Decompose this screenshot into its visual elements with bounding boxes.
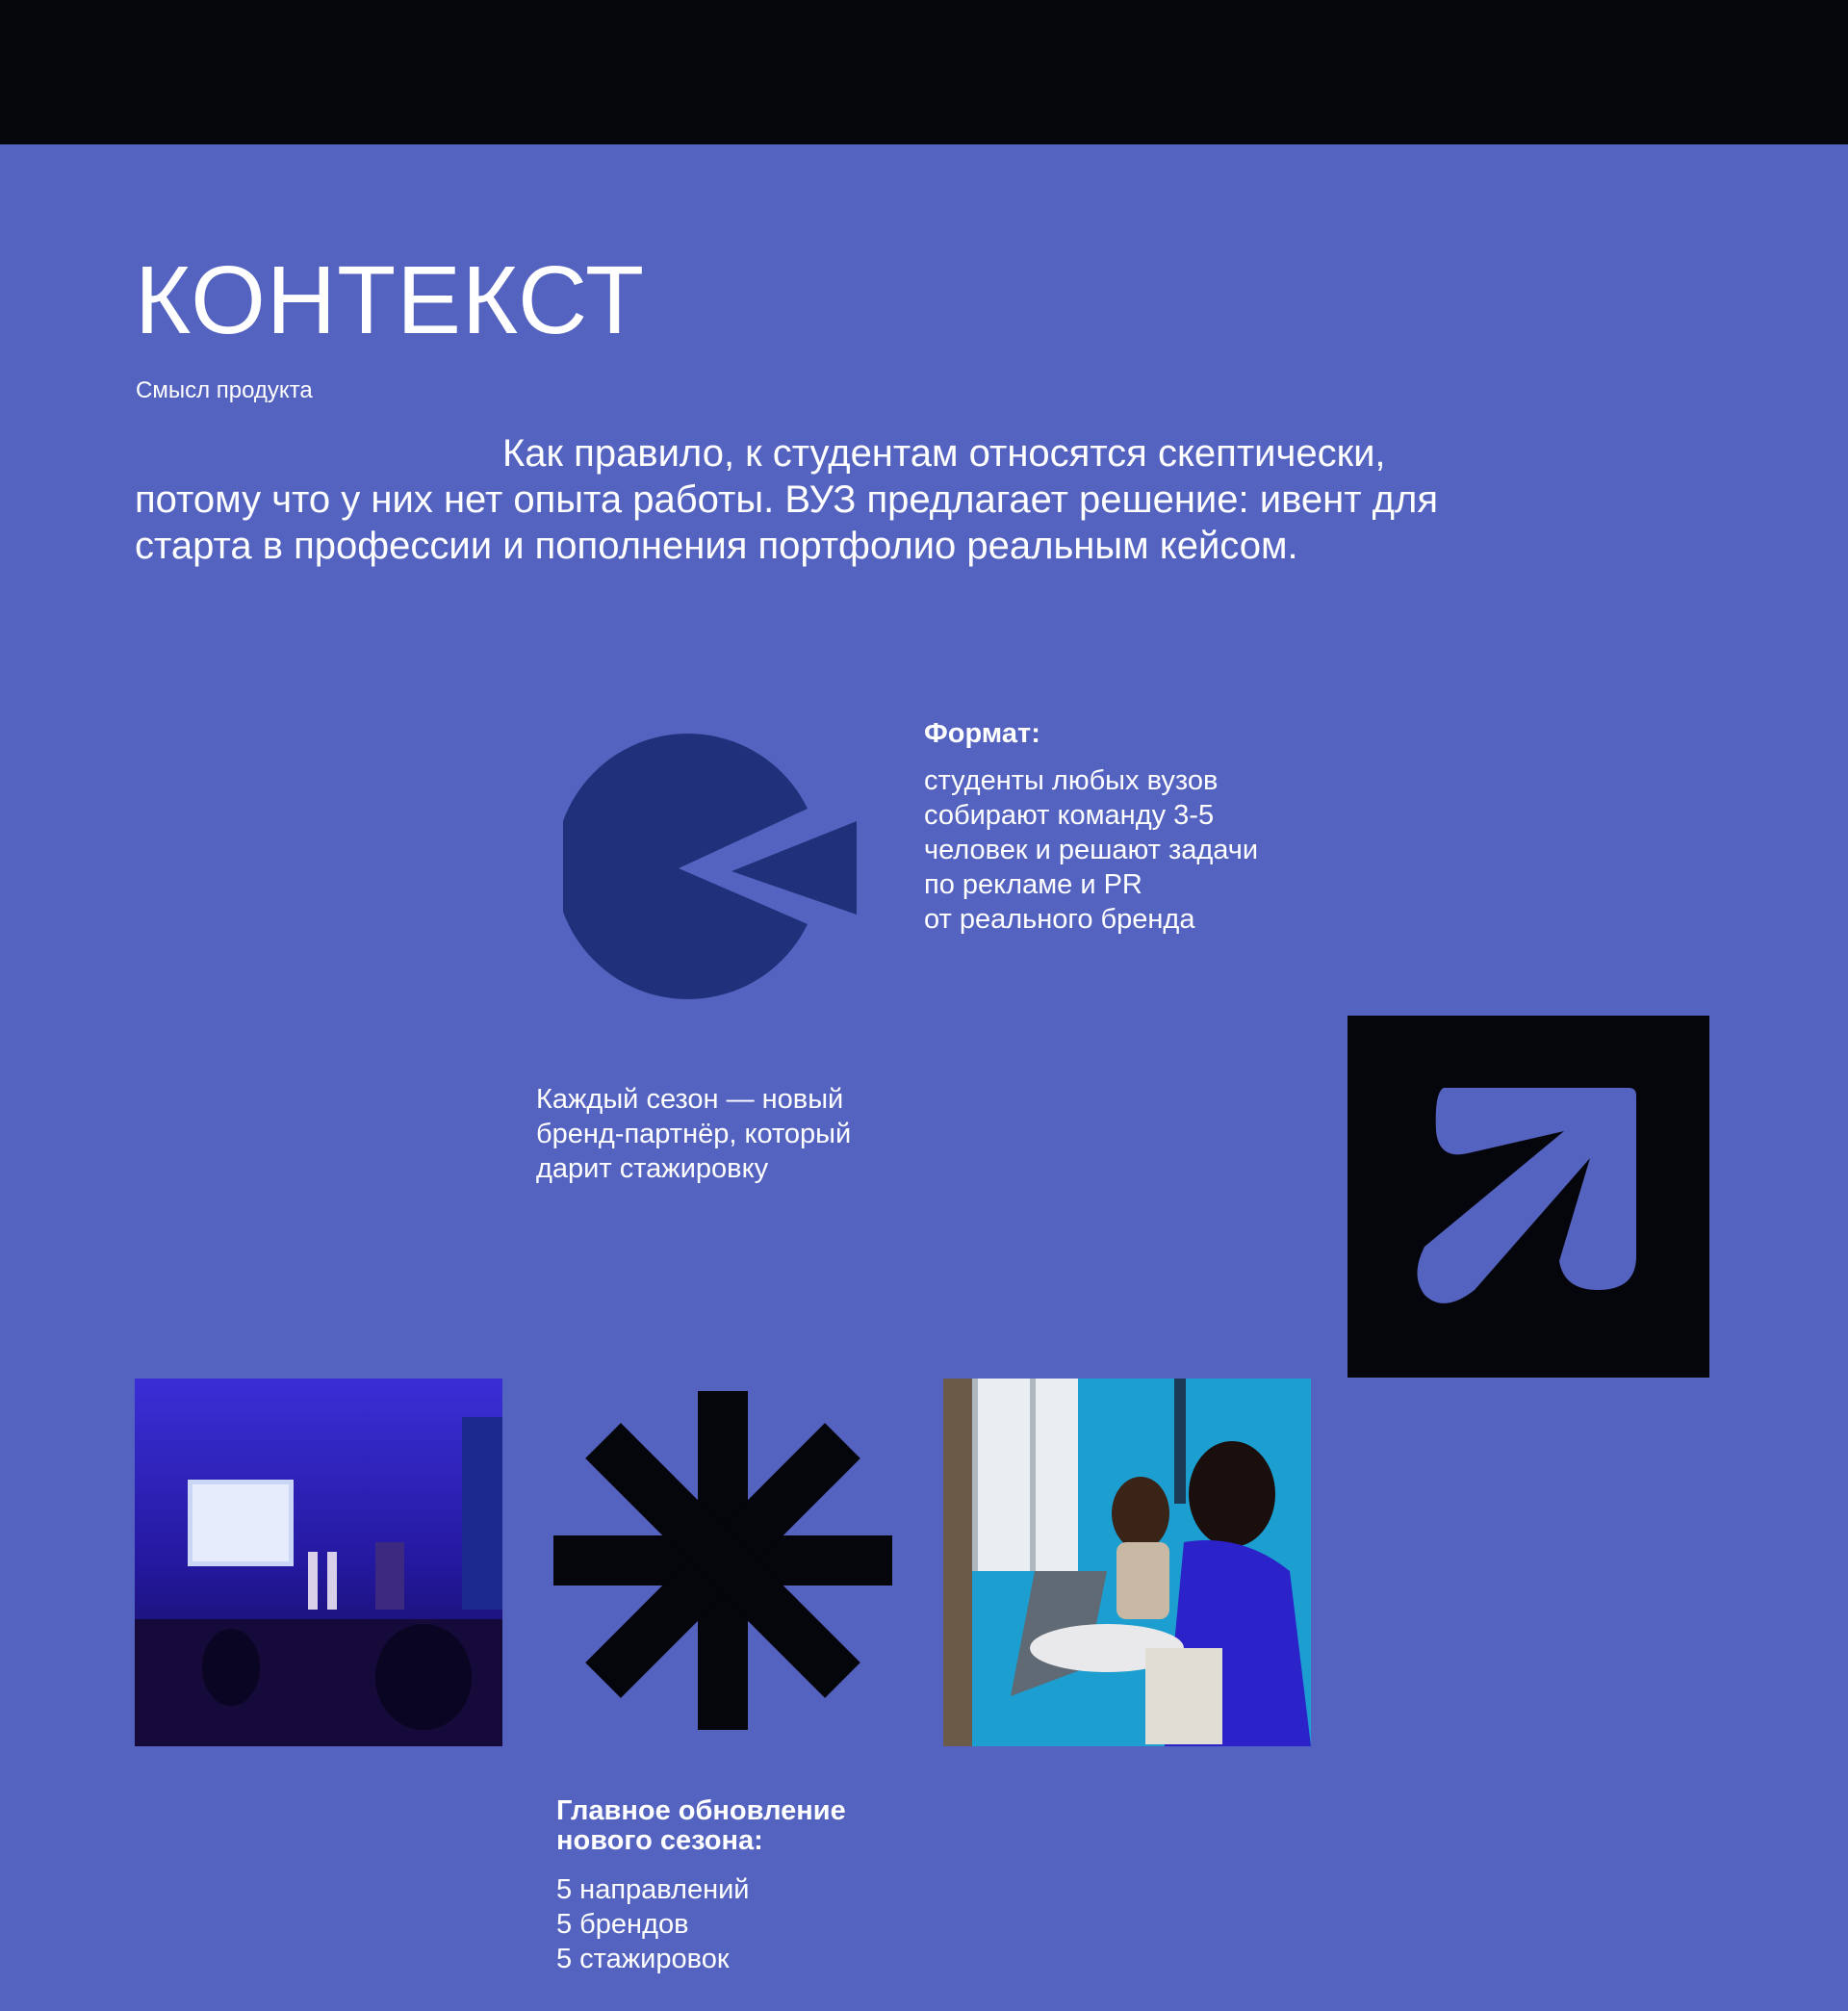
format-line: студенты любых вузов [924, 765, 1219, 796]
page-subtitle: Смысл продукта [136, 377, 313, 403]
format-line: собирают команду 3-5 [924, 800, 1215, 831]
top-bar [0, 0, 1848, 144]
format-line: по рекламе и PR [924, 869, 1142, 900]
season-line: Каждый сезон — новый [536, 1084, 844, 1115]
arrow-tile [1348, 1016, 1709, 1378]
students-photo [943, 1379, 1311, 1746]
season-description [536, 1082, 851, 1186]
arrow-up-right-icon [1348, 1016, 1709, 1378]
format-heading: Формат: [924, 718, 1040, 749]
list-item: 5 стажировок [556, 1944, 730, 1974]
update-stats-list [556, 1872, 750, 1976]
pie-shape-icon [563, 732, 858, 1001]
season-line: бренд-партнёр, который [536, 1119, 852, 1149]
list-item: 5 брендов [556, 1909, 689, 1940]
intro-paragraph: Как правило, к студентам относятся скептически, потому что у них нет опыта работы. ВУЗ предлагает решение: ивент для старта в профессии и пополнения портфолио реальным кейсом. [135, 432, 1438, 567]
asterisk-icon [553, 1391, 892, 1730]
list-item: 5 направлений [556, 1874, 750, 1905]
format-line: от реального бренда [924, 904, 1195, 935]
format-line: человек и решают задачи [924, 835, 1259, 865]
season-line: дарит стажировку [536, 1153, 769, 1184]
format-description [924, 763, 1338, 937]
event-photo [135, 1379, 502, 1746]
page-title: КОНТЕКСТ [135, 246, 646, 354]
update-heading: Главное обновление нового сезона: [556, 1795, 846, 1856]
